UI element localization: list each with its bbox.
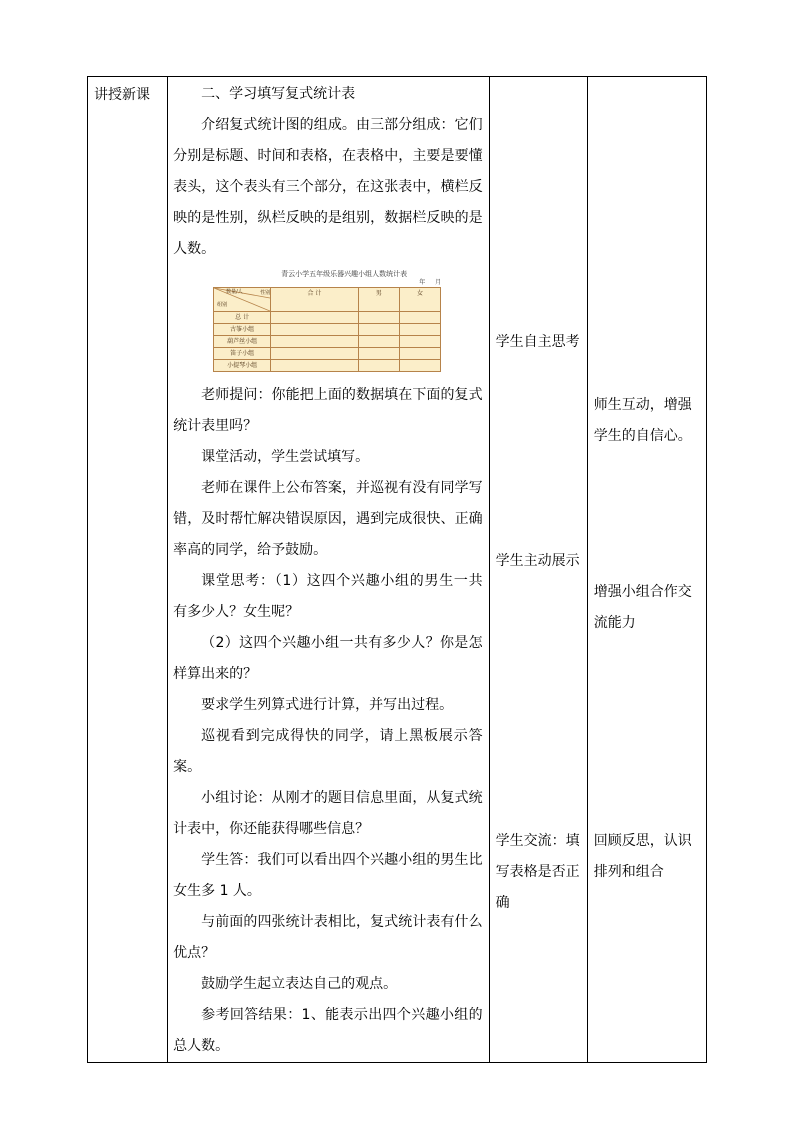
teacher-question: 老师提问：你能把上面的数据填在下面的复式统计表里吗？ — [173, 387, 483, 434]
stat-row — [214, 360, 441, 372]
stat-col-header: 合 计 — [271, 288, 359, 312]
main-content-cell — [168, 77, 490, 1063]
stat-header-row — [214, 288, 441, 312]
statistics-table-figure — [213, 269, 445, 372]
section-heading: 二、学习填写复式统计表 — [201, 86, 356, 102]
diag-label-quantity: 数量/人 — [226, 289, 243, 295]
stat-cell — [358, 348, 399, 360]
student-activity-cell — [489, 77, 587, 1063]
stat-table — [213, 287, 441, 372]
stat-row-label: 总 计 — [214, 312, 271, 324]
calc-requirement: 要求学生列算式进行计算，并写出过程。 — [201, 697, 454, 713]
group-discussion: 小组讨论：从刚才的题目信息里面，从复式统计表中，你还能获得哪些信息？ — [173, 790, 483, 837]
stat-row-label: 笛子小组 — [214, 348, 271, 360]
reference-answer: 参考回答结果：1、能表示出四个兴趣小组的总人数。 — [173, 1007, 483, 1054]
lesson-plan-table — [87, 76, 707, 1063]
design-intent-c: 回顾反思，认识排列和组合 — [593, 833, 692, 880]
student-activity-a: 学生自主思考 — [495, 334, 580, 350]
stat-row — [214, 312, 441, 324]
stat-cell — [271, 336, 359, 348]
design-intent-a: 师生互动，增强学生的自信心。 — [593, 397, 692, 444]
stat-cell — [358, 336, 399, 348]
stat-row — [214, 324, 441, 336]
design-intent-b: 增强小组合作交流能力 — [593, 584, 692, 631]
design-intent-cell — [587, 77, 706, 1063]
diag-label-gender: 性别 — [260, 290, 271, 296]
stat-cell — [358, 360, 399, 372]
row-label: 讲授新课 — [94, 87, 150, 103]
row-label-cell — [88, 77, 168, 1063]
student-activity-c: 学生交流：填写表格是否正确 — [495, 833, 580, 911]
student-answer: 学生答：我们可以看出四个兴趣小组的男生比女生多 1 人。 — [173, 852, 483, 899]
stat-cell — [399, 348, 440, 360]
stat-cell — [399, 312, 440, 324]
class-activity: 课堂活动，学生尝试填写。 — [201, 449, 370, 465]
stat-cell — [271, 312, 359, 324]
stat-cell — [358, 312, 399, 324]
board-display: 巡视看到完成得快的同学，请上黑板展示答案。 — [173, 728, 483, 775]
student-activity-b: 学生主动展示 — [495, 553, 580, 569]
comparison-question: 与前面的四张统计表相比，复式统计表有什么优点？ — [173, 914, 483, 961]
stat-cell — [271, 348, 359, 360]
stat-row — [214, 348, 441, 360]
stat-cell — [358, 324, 399, 336]
class-thinking-2: （2）这四个兴趣小组一共有多少人？你是怎样算出来的？ — [173, 635, 483, 682]
lesson-row — [88, 77, 707, 1063]
stat-diagonal-header — [214, 288, 271, 312]
stat-cell — [271, 324, 359, 336]
diag-label-group: 组别 — [217, 302, 228, 308]
stat-cell — [399, 360, 440, 372]
class-thinking-1: 课堂思考：（1）这四个兴趣小组的男生一共有多少人？女生呢？ — [173, 573, 483, 620]
stat-table-date: 年 月 — [419, 279, 442, 286]
stat-row-label: 小提琴小组 — [214, 360, 271, 372]
intro-paragraph: 介绍复式统计图的组成。由三部分组成：它们分别是标题、时间和表格，在表格中，主要是要懂表头，这个表头有三个部分，在这张表中，横栏反映的是性别，纵栏反映的是组别，数据栏反映的是人数。 — [173, 117, 483, 257]
stat-row-label: 葫芦丝小组 — [214, 336, 271, 348]
stat-row — [214, 336, 441, 348]
stat-table-title: 青云小学五年级乐器兴趣小组人数统计表 — [281, 270, 408, 278]
stat-cell — [399, 324, 440, 336]
stat-cell — [399, 336, 440, 348]
encourage-students: 鼓励学生起立表达自己的观点。 — [201, 976, 398, 992]
stat-cell — [271, 360, 359, 372]
teacher-answer: 老师在课件上公布答案，并巡视有没有同学写错，及时帮忙解决错误原因，遇到完成很快、正确率高的同学，给予鼓励。 — [173, 480, 483, 558]
stat-row-label: 古筝小组 — [214, 324, 271, 336]
stat-col-header: 女 — [399, 288, 440, 312]
stat-col-header: 男 — [358, 288, 399, 312]
